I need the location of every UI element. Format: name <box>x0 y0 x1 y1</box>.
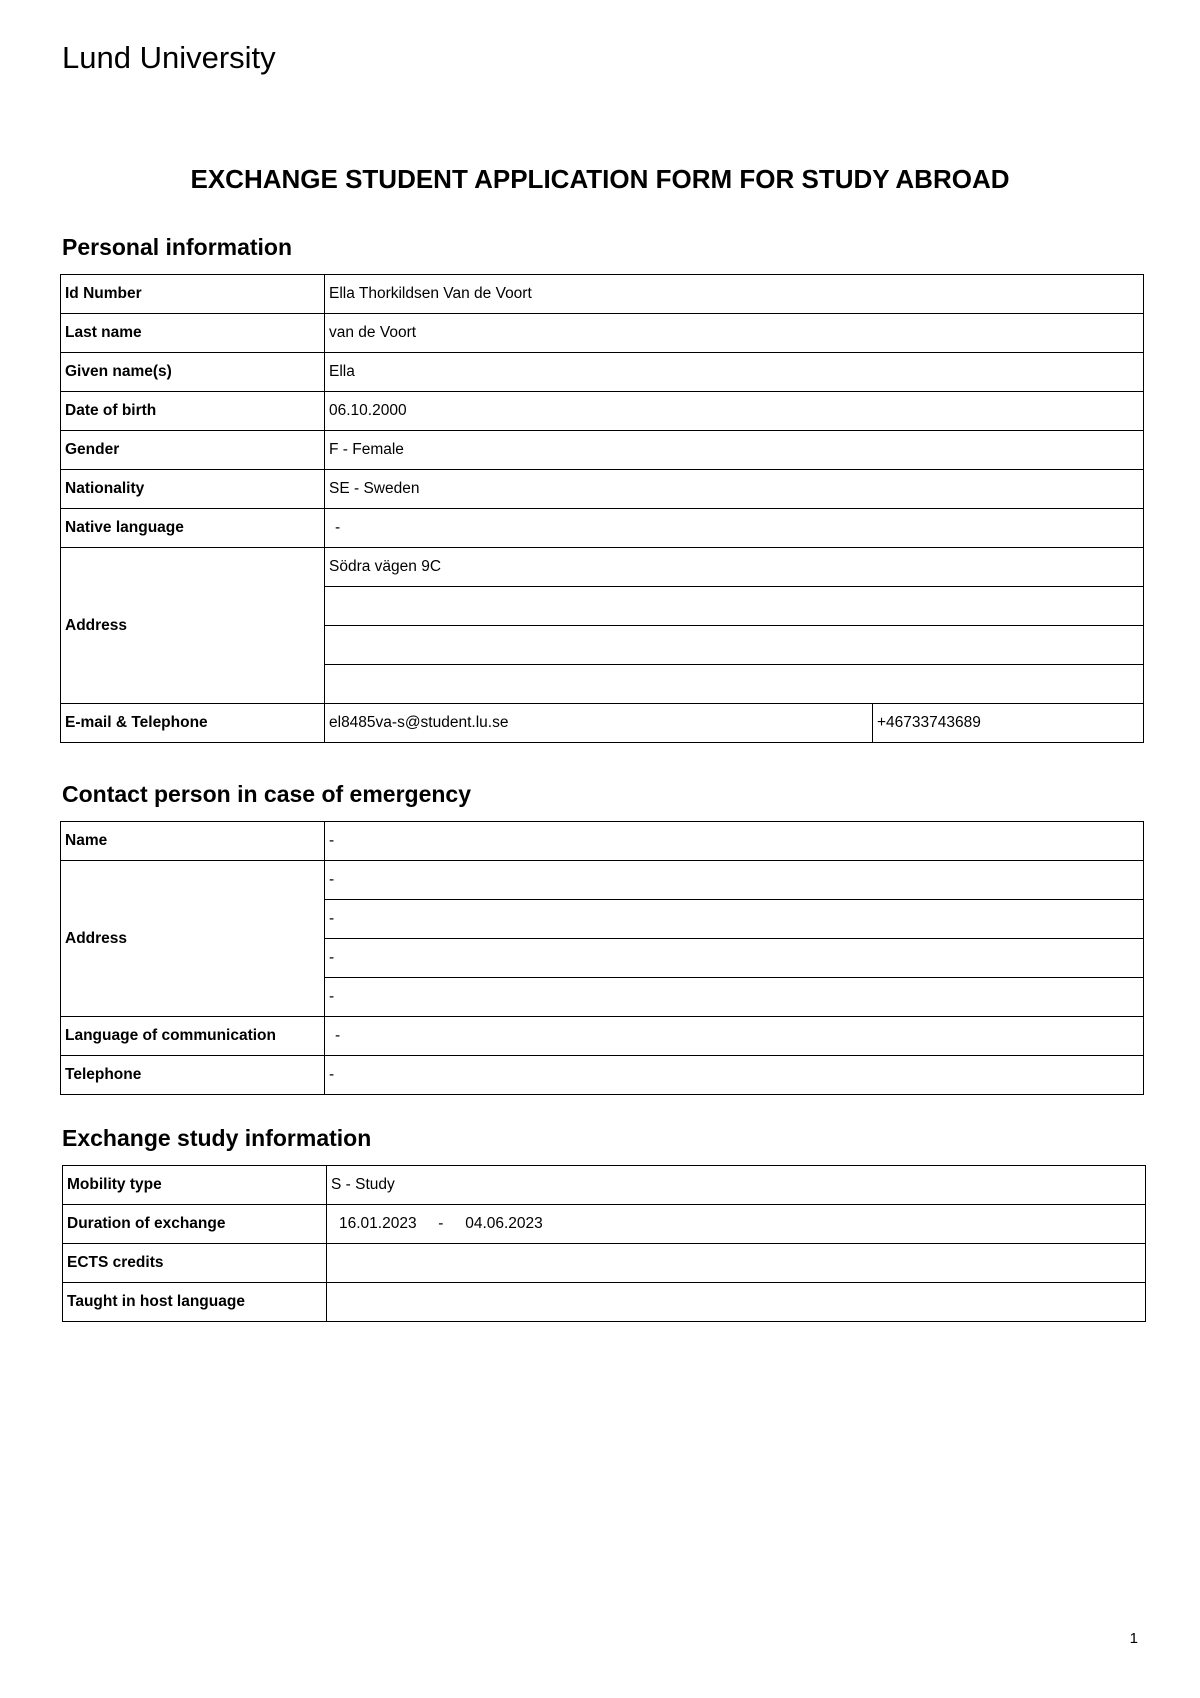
host-language-label: Taught in host language <box>63 1283 327 1322</box>
duration-separator: - <box>438 1215 444 1232</box>
telephone-value: +46733743689 <box>873 704 1144 743</box>
email-value: el8485va-s@student.lu.se <box>325 704 873 743</box>
table-row <box>61 704 1144 743</box>
address-line-4 <box>325 665 1144 704</box>
table-row <box>61 353 1144 392</box>
table-row <box>61 1017 1144 1056</box>
section-heading-personal: Personal information <box>62 234 293 260</box>
table-row <box>61 509 1144 548</box>
table-row <box>63 1244 1146 1283</box>
table-row <box>61 392 1144 431</box>
institution-name: Lund University <box>62 40 276 75</box>
address-line-1: Södra vägen 9C <box>325 548 1144 587</box>
table-row <box>63 1205 1146 1244</box>
emergency-contact-table <box>60 821 1144 1095</box>
native-language-value: - <box>325 509 1144 548</box>
id-number-label: Id Number <box>61 275 325 314</box>
table-row <box>63 1166 1146 1205</box>
form-title: EXCHANGE STUDENT APPLICATION FORM FOR STUDY ABROAD <box>190 164 1010 194</box>
table-row <box>61 1056 1144 1095</box>
last-name-value: van de Voort <box>325 314 1144 353</box>
dob-value: 06.10.2000 <box>325 392 1144 431</box>
table-row <box>61 470 1144 509</box>
table-row <box>61 548 1144 587</box>
nationality-label: Nationality <box>61 470 325 509</box>
host-language-value <box>327 1283 1146 1322</box>
exchange-study-table <box>62 1165 1146 1322</box>
emergency-address-line-2: - <box>325 900 1144 939</box>
gender-label: Gender <box>61 431 325 470</box>
emergency-name-label: Name <box>61 822 325 861</box>
duration-end: 04.06.2023 <box>465 1215 543 1232</box>
emergency-address-line-4: - <box>325 978 1144 1017</box>
emergency-address-line-1: - <box>325 861 1144 900</box>
emergency-address-line-3: - <box>325 939 1144 978</box>
personal-info-table <box>60 274 1144 743</box>
table-row <box>61 314 1144 353</box>
section-heading-emergency: Contact person in case of emergency <box>62 781 472 807</box>
section-heading-exchange: Exchange study information <box>62 1125 372 1151</box>
address-line-3 <box>325 626 1144 665</box>
given-name-value: Ella <box>325 353 1144 392</box>
duration-start: 16.01.2023 <box>339 1215 417 1232</box>
address-line-2 <box>325 587 1144 626</box>
page-number: 1 <box>1129 1630 1138 1647</box>
emergency-telephone-value: - <box>325 1056 1144 1095</box>
table-row <box>63 1283 1146 1322</box>
table-row <box>61 275 1144 314</box>
id-number-value: Ella Thorkildsen Van de Voort <box>325 275 1144 314</box>
dob-label: Date of birth <box>61 392 325 431</box>
emergency-name-value: - <box>325 822 1144 861</box>
nationality-value: SE - Sweden <box>325 470 1144 509</box>
table-row <box>61 861 1144 900</box>
duration-value <box>327 1205 1146 1244</box>
given-name-label: Given name(s) <box>61 353 325 392</box>
ects-credits-label: ECTS credits <box>63 1244 327 1283</box>
table-row <box>61 822 1144 861</box>
duration-label: Duration of exchange <box>63 1205 327 1244</box>
communication-language-label: Language of communication <box>61 1017 325 1056</box>
emergency-address-label: Address <box>61 861 325 1017</box>
native-language-label: Native language <box>61 509 325 548</box>
mobility-type-label: Mobility type <box>63 1166 327 1205</box>
mobility-type-value: S - Study <box>327 1166 1146 1205</box>
last-name-label: Last name <box>61 314 325 353</box>
table-row <box>61 431 1144 470</box>
ects-credits-value <box>327 1244 1146 1283</box>
emergency-telephone-label: Telephone <box>61 1056 325 1095</box>
communication-language-value: - <box>325 1017 1144 1056</box>
email-telephone-label: E-mail & Telephone <box>61 704 325 743</box>
gender-value: F - Female <box>325 431 1144 470</box>
address-label: Address <box>61 548 325 704</box>
